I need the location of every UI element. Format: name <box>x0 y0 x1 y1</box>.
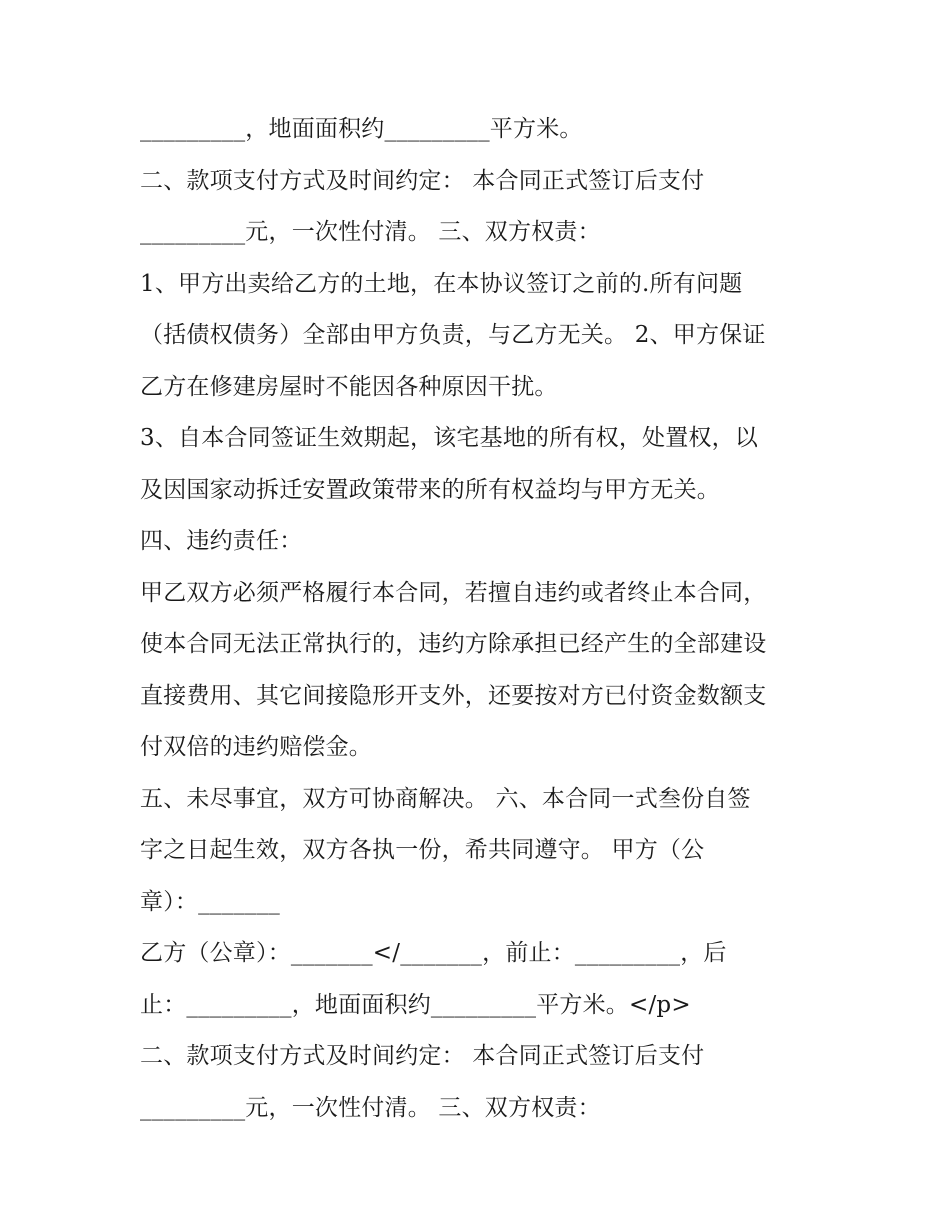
section-heading: 四、违约责任： <box>140 528 303 554</box>
text-line: _________，地面面积约_________平方米。 <box>140 116 583 142</box>
text-line: 及因国家动拆迁安置政策带来的所有权益均与甲方无关。 <box>140 476 720 503</box>
text-line: 直接费用、其它间接隐形开支外，还要按对方已付资金数额支 <box>140 682 767 709</box>
text-line: 二、款项支付方式及时间约定： 本合同正式签订后支付 <box>140 167 705 194</box>
text-line: _________元，一次性付清。 三、双方权责： <box>140 1094 601 1121</box>
text-line: _________元，一次性付清。 三、双方权责： <box>140 219 601 245</box>
text-line: 字之日起生效，双方各执一份，希共同遵守。 甲方（公 <box>140 837 705 863</box>
text-line: （括债权债务）全部由甲方负责，与乙方无关。 2、甲方保证 <box>140 322 766 348</box>
text-line: 止：_________，地面面积约_________平方米。</p> <box>140 991 691 1018</box>
text-line: 甲乙双方必须严格履行本合同，若擅自违约或者终止本合同， <box>140 579 767 606</box>
text-line: 乙方（公章）：_______</_______，前止：_________，后 <box>140 940 727 966</box>
text-line: 乙方在修建房屋时不能因各种原因干扰。 <box>140 373 558 400</box>
text-line: 1、甲方出卖给乙方的土地，在本协议签订之前的.所有问题 <box>140 270 743 297</box>
text-line: 章）：_______ <box>140 888 280 915</box>
text-line: 3、自本合同签证生效期起，该宅基地的所有权，处置权，以 <box>140 425 759 451</box>
text-line: 二、款项支付方式及时间约定： 本合同正式签订后支付 <box>140 1043 705 1069</box>
text-line: 付双倍的违约赔偿金。 <box>140 734 372 760</box>
text-line: 使本合同无法正常执行的，违约方除承担已经产生的全部建设 <box>140 631 767 657</box>
text-line: 五、未尽事宜，双方可协商解决。 六、本合同一式叁份自签 <box>140 785 751 812</box>
document-body <box>140 104 820 1134</box>
